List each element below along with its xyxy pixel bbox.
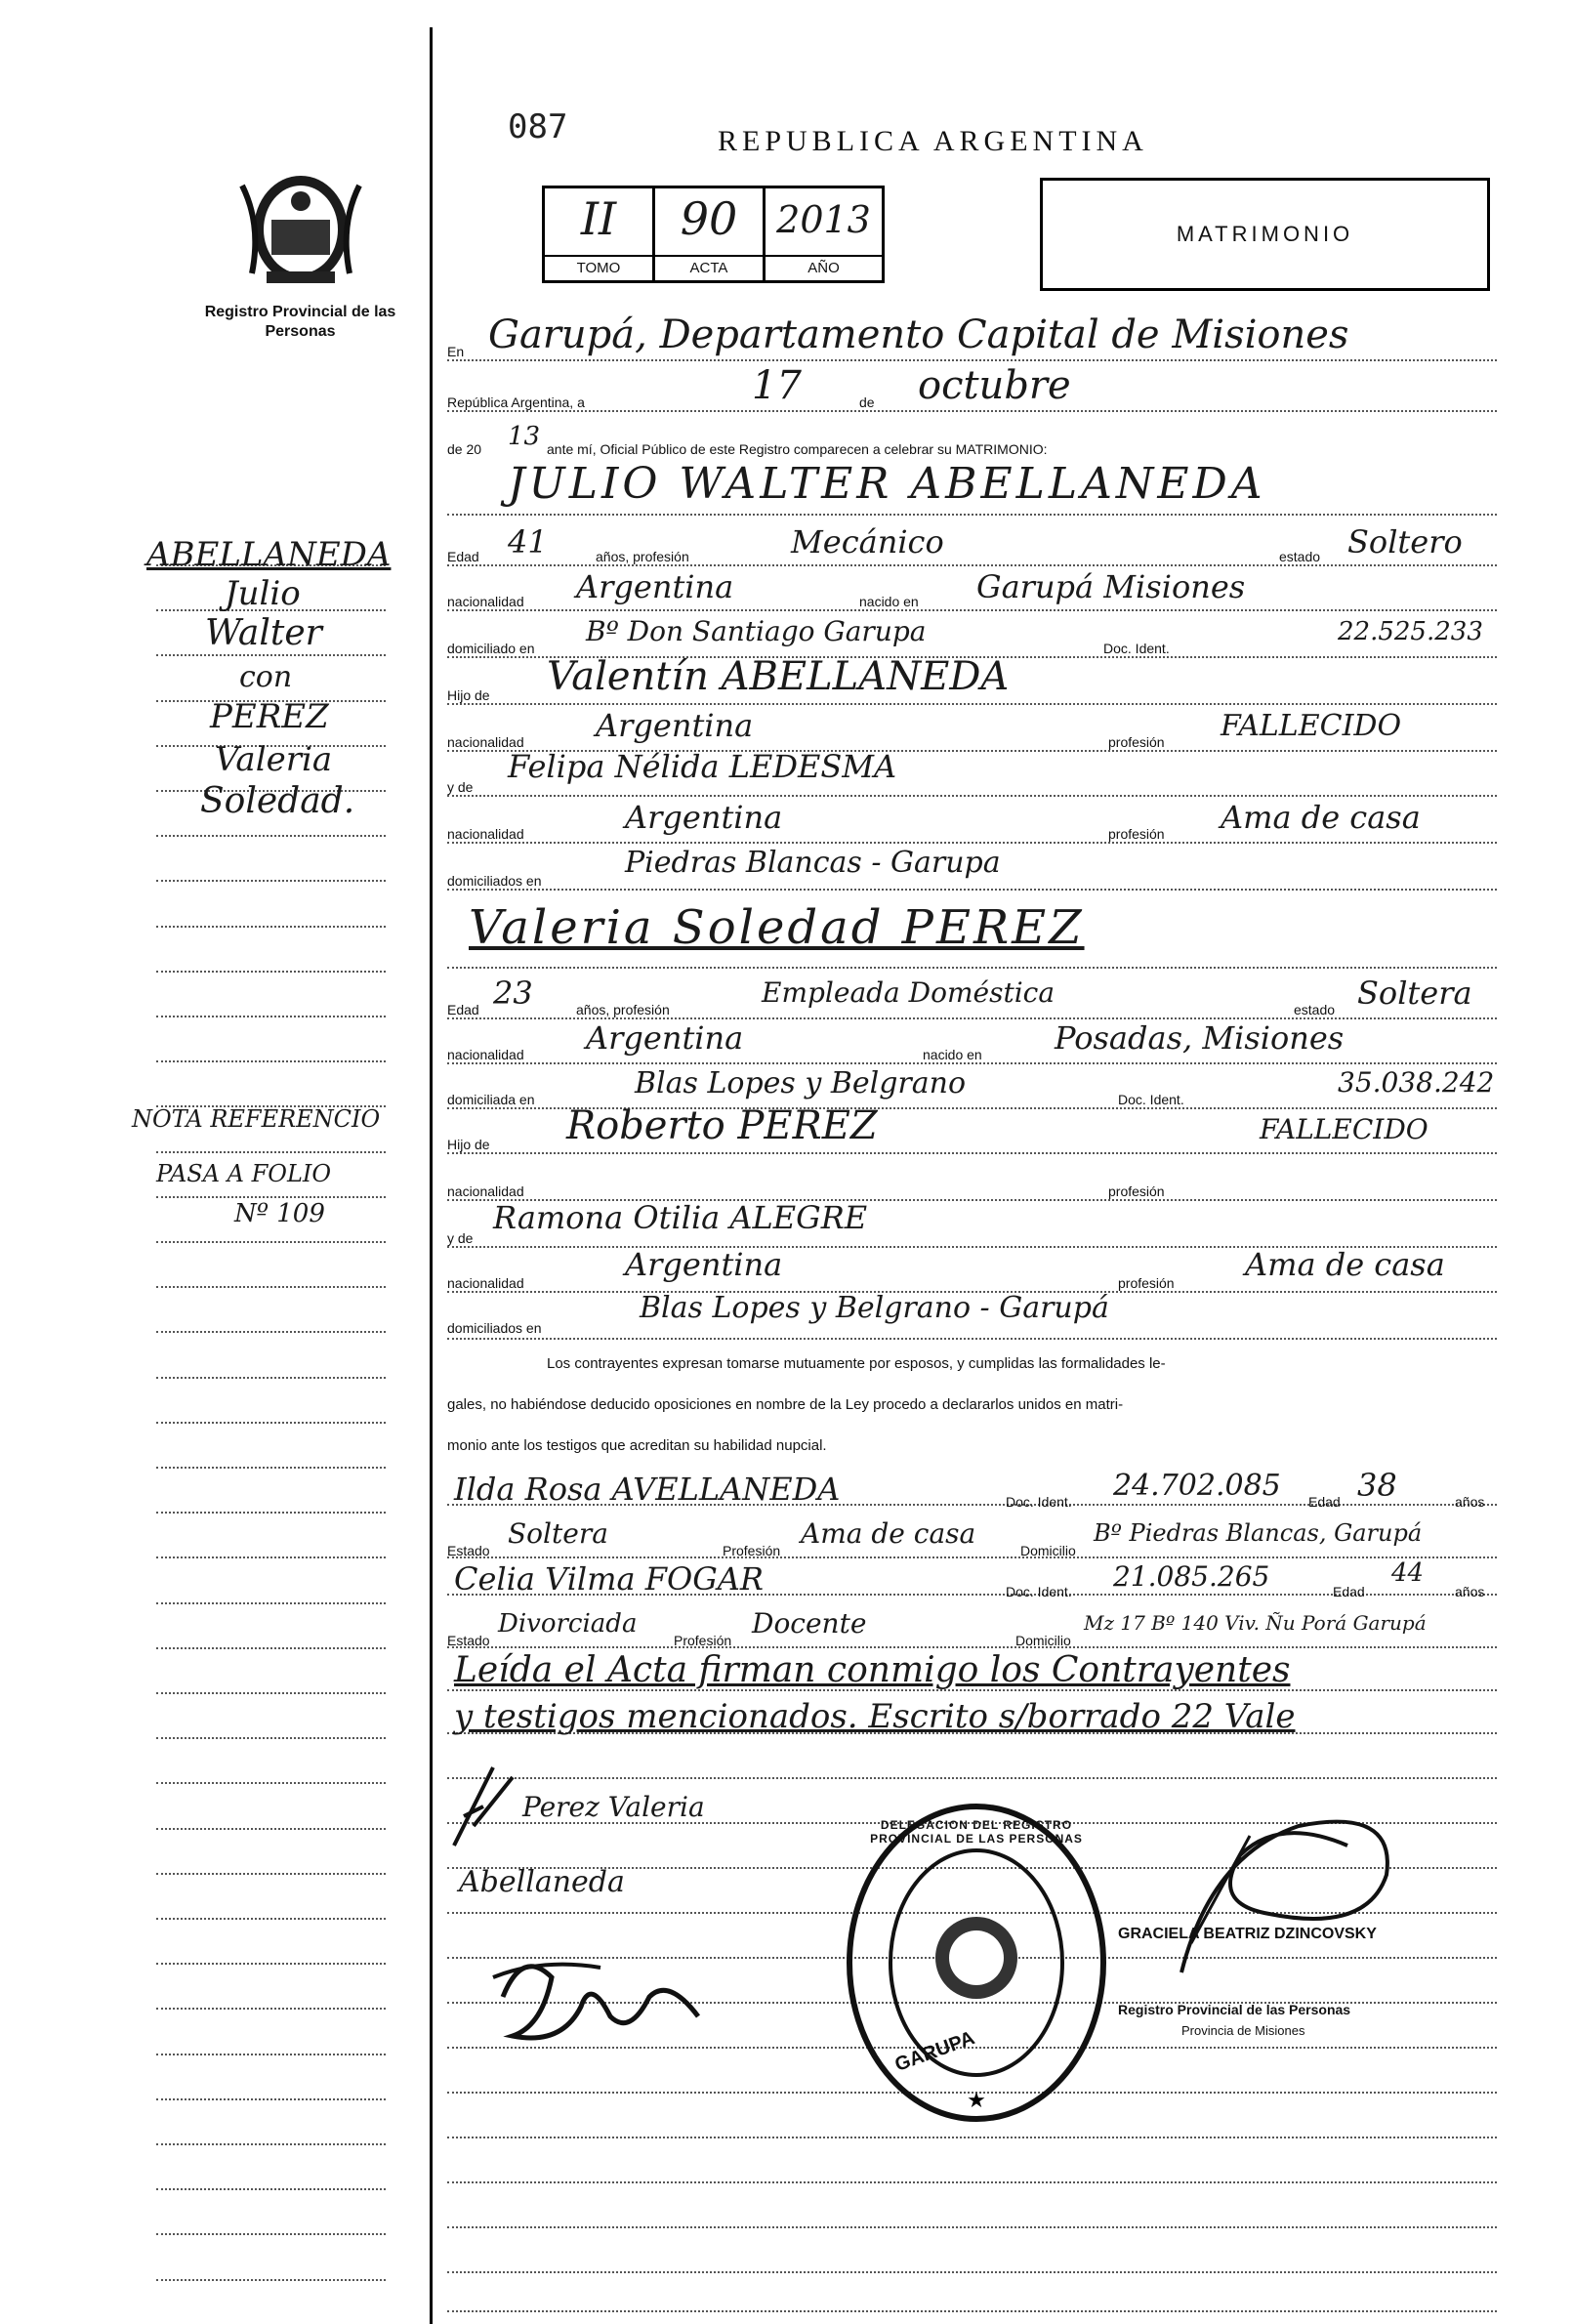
officer-signature: [1152, 1797, 1445, 1992]
margin-ruled-line: [156, 1377, 386, 1379]
body-ruled-line: [447, 1646, 1497, 1648]
bride-nationality: Argentina: [586, 1019, 744, 1057]
witness1-dom-label: Domicilio: [1020, 1543, 1076, 1558]
margin-note-3: Nº 109: [234, 1199, 325, 1228]
groom-mother-nationality: Argentina: [625, 799, 783, 836]
groom-mother: Felipa Nélida LEDESMA: [508, 748, 897, 785]
margin-ruled-line: [156, 1016, 386, 1017]
body-ruled-line: [447, 1152, 1497, 1154]
month-value: octubre: [918, 363, 1071, 408]
officer-province: Provincia de Misiones: [1181, 2023, 1305, 2038]
groom-father-nationality: Argentina: [596, 707, 754, 744]
body-ruled-line: [447, 410, 1497, 412]
tomo-acta-box: [542, 186, 885, 283]
margin-ruled-line: [156, 1647, 386, 1649]
bride-dom-label: domiciliada en: [447, 1092, 535, 1107]
folio-number: 087: [508, 107, 568, 146]
seal-text: DELEGACION DEL REGISTRO PROVINCIAL DE LAS PERSONAS: [870, 1818, 1083, 1846]
closing-line-1: Leída el Acta firman conmigo los Contrayentes: [454, 1650, 1291, 1690]
body-ruled-line: [447, 564, 1497, 566]
country-title: REPUBLICA ARGENTINA: [718, 125, 1148, 157]
bride-father-status: FALLECIDO: [1260, 1113, 1428, 1145]
margin-ruled-line: [156, 2008, 386, 2010]
body-ruled-line: [447, 359, 1497, 361]
margin-ruled-line: [156, 2098, 386, 2100]
bride-mother-profession: Ama de casa: [1245, 1246, 1445, 1283]
body-ruled-line: [447, 967, 1497, 969]
bride-parents-dom-label: domiciliados en: [447, 1320, 542, 1336]
tomo-value: II: [580, 192, 617, 245]
year-suffix: 13: [508, 422, 541, 451]
legal-text-1: Los contrayentes expresan tomarse mutuamente por esposos, y cumplidas las formalidades le-: [547, 1355, 1166, 1372]
body-ruled-line: [447, 1062, 1497, 1064]
witness1-address: Bº Piedras Blancas, Garupá: [1094, 1519, 1423, 1547]
witness2-estado-label: Estado: [447, 1633, 490, 1648]
witness1-profession: Ama de casa: [801, 1517, 976, 1550]
margin-ruled-line: [156, 2054, 386, 2055]
margin-ruled-line: [156, 1737, 386, 1739]
margin-surname-bride: PEREZ: [210, 697, 329, 736]
margin-con: con: [239, 660, 293, 694]
margin-ruled-line: [156, 1602, 386, 1604]
margin-ruled-line: [156, 1331, 386, 1333]
bride-doc-label: Doc. Ident.: [1118, 1092, 1184, 1107]
witness2-age: 44: [1391, 1558, 1425, 1588]
margin-ruled-line: [156, 1828, 386, 1830]
groom-doc-label: Doc. Ident.: [1103, 641, 1170, 656]
groom-nationality: Argentina: [576, 568, 734, 605]
body-ruled-line: [447, 514, 1497, 516]
svg-text:★: ★: [967, 2089, 986, 2113]
body-ruled-line: [447, 795, 1497, 797]
groom-father-prof-label: profesión: [1108, 734, 1165, 750]
body-ruled-line: [447, 609, 1497, 611]
bride-prof-label: años, profesión: [576, 1002, 670, 1017]
margin-ruled-line: [156, 654, 386, 656]
witness2-prof-label: Profesión: [674, 1633, 732, 1648]
seal-place: GARUPA: [891, 2027, 978, 2076]
margin-surname-groom: ABELLANEDA: [146, 535, 392, 574]
en-label: En: [447, 344, 465, 359]
witness2-doc-label: Doc. Ident.: [1006, 1584, 1072, 1599]
body-ruled-line: [447, 2137, 1497, 2138]
margin-ruled-line: [156, 1467, 386, 1469]
margin-ruled-line: [156, 1782, 386, 1784]
margin-ruled-line: [156, 971, 386, 973]
bride-profession: Empleada Doméstica: [762, 976, 1056, 1009]
groom-father-profession: FALLECIDO: [1221, 709, 1402, 743]
groom-father: Valentín ABELLANEDA: [547, 654, 1010, 699]
place-value: Garupá, Departamento Capital de Misiones: [488, 312, 1349, 357]
margin-ruled-line: [156, 1918, 386, 1920]
witness1-doc: 24.702.085: [1113, 1469, 1281, 1503]
witness2-doc: 21.085.265: [1113, 1560, 1270, 1593]
witness1-status: Soltera: [508, 1517, 608, 1550]
margin-ruled-line: [156, 1286, 386, 1288]
groom-profession: Mecánico: [791, 523, 944, 560]
bride-doc: 35.038.242: [1338, 1066, 1495, 1099]
tomo-cell: [545, 188, 655, 280]
de-label: de: [859, 394, 875, 410]
margin-name-5: Valeria: [215, 740, 333, 779]
groom-estado-label: estado: [1279, 549, 1321, 564]
body-ruled-line: [447, 842, 1497, 844]
groom-father-nac-label: nacionalidad: [447, 734, 524, 750]
groom-mother-nac-label: nacionalidad: [447, 826, 524, 842]
margin-ruled-line: [156, 1963, 386, 1965]
bride-mother-nationality: Argentina: [625, 1246, 783, 1283]
closing-line-2: y testigos mencionados. Escrito s/borrado 22 Vale: [454, 1697, 1296, 1736]
bride-father-label: Hijo de: [447, 1137, 490, 1152]
oficial-text: ante mí, Oficial Público de este Registro comparecen a celebrar su MATRIMONIO:: [547, 441, 1048, 457]
bride-mother: Ramona Otilia ALEGRE: [493, 1199, 868, 1236]
witness2-anios-label: años: [1455, 1584, 1485, 1599]
groom-mother-label: y de: [447, 779, 474, 795]
groom-edad-label: Edad: [447, 549, 479, 564]
body-ruled-line: [447, 1338, 1497, 1340]
witness1-estado-label: Estado: [447, 1543, 490, 1558]
bride-mother-prof-label: profesión: [1118, 1275, 1175, 1291]
margin-ruled-line: [156, 880, 386, 882]
year-label: de 20: [447, 441, 482, 457]
bride-nacido-label: nacido en: [923, 1047, 982, 1062]
margin-note-2: PASA A FOLIO: [156, 1160, 332, 1187]
groom-birthplace: Garupá Misiones: [976, 568, 1246, 605]
margin-ruled-line: [156, 926, 386, 928]
document-type-box: [1040, 178, 1490, 291]
margin-ruled-line: [156, 1241, 386, 1243]
groom-mother-profession: Ama de casa: [1221, 799, 1421, 836]
witness1-prof-label: Profesión: [723, 1543, 781, 1558]
bride-mother-nac-label: nacionalidad: [447, 1275, 524, 1291]
legal-text-3: monio ante los testigos que acreditan su habilidad nupcial.: [447, 1437, 827, 1454]
margin-ruled-line: [156, 1151, 386, 1153]
acta-label: ACTA: [655, 255, 763, 280]
anio-cell: [766, 188, 882, 280]
witness1-name: Ilda Rosa AVELLANEDA: [454, 1471, 841, 1508]
witness1-age: 38: [1357, 1467, 1397, 1504]
bride-birthplace: Posadas, Misiones: [1055, 1019, 1345, 1057]
witness1-edad-label: Edad: [1308, 1494, 1341, 1510]
anio-value: 2013: [776, 198, 871, 241]
margin-name-6: Soledad.: [200, 781, 355, 821]
body-ruled-line: [447, 703, 1497, 705]
bride-parents-address: Blas Lopes y Belgrano - Garupá: [640, 1291, 1109, 1325]
bride-name: Valeria Soledad PEREZ: [469, 900, 1085, 955]
groom-address: Bº Don Santiago Garupa: [586, 615, 927, 647]
margin-ruled-line: [156, 1692, 386, 1694]
margin-name-2: Walter: [205, 613, 322, 653]
coat-of-arms-logo: [223, 166, 379, 293]
margin-ruled-line: [156, 2279, 386, 2281]
body-ruled-line: [447, 2181, 1497, 2183]
witness2-status: Divorciada: [498, 1609, 638, 1639]
acta-cell: [655, 188, 766, 280]
groom-dom-label: domiciliado en: [447, 641, 535, 656]
vertical-divider: [430, 27, 433, 2324]
margin-note-1: NOTA REFERENCIO: [132, 1105, 381, 1133]
officer-title: Registro Provincial de las Personas: [1118, 2002, 1351, 2017]
official-seal: [840, 1797, 1113, 2129]
groom-parents-address: Piedras Blancas - Garupa: [625, 846, 1001, 880]
margin-ruled-line: [156, 1556, 386, 1558]
witness2-edad-label: Edad: [1333, 1584, 1365, 1599]
signature-mark-1: [444, 1758, 522, 1855]
witness2-dom-label: Domicilio: [1015, 1633, 1071, 1648]
bride-father-prof-label: profesión: [1108, 1183, 1165, 1199]
body-ruled-line: [447, 1777, 1497, 1779]
signature-bride: Perez Valeria: [522, 1791, 705, 1823]
margin-ruled-line: [156, 1512, 386, 1514]
acta-value: 90: [680, 192, 738, 245]
margin-ruled-line: [156, 1196, 386, 1198]
groom-nacido-label: nacido en: [859, 594, 919, 609]
margin-ruled-line: [156, 835, 386, 837]
witness1-anios-label: años: [1455, 1494, 1485, 1510]
day-value: 17: [752, 363, 802, 408]
groom-mother-prof-label: profesión: [1108, 826, 1165, 842]
witness2-profession: Docente: [752, 1607, 867, 1639]
body-ruled-line: [447, 889, 1497, 891]
margin-ruled-line: [156, 1422, 386, 1424]
groom-nac-label: nacionalidad: [447, 594, 524, 609]
groom-age: 41: [508, 523, 548, 560]
body-ruled-line: [447, 2226, 1497, 2228]
groom-prof-label: años, profesión: [596, 549, 689, 564]
body-ruled-line: [447, 1556, 1497, 1558]
margin-ruled-line: [156, 2233, 386, 2235]
margin-name-1: Julio: [225, 574, 301, 613]
bride-edad-label: Edad: [447, 1002, 479, 1017]
groom-status: Soltero: [1347, 523, 1463, 560]
republica-label: República Argentina, a: [447, 394, 585, 410]
bride-status: Soltera: [1357, 975, 1472, 1012]
witness1-doc-label: Doc. Ident.: [1006, 1494, 1072, 1510]
bride-address: Blas Lopes y Belgrano: [635, 1066, 967, 1100]
bride-father-nac-label: nacionalidad: [447, 1183, 524, 1199]
groom-doc: 22.525.233: [1338, 617, 1483, 646]
groom-parents-dom-label: domiciliados en: [447, 873, 542, 889]
body-ruled-line: [447, 2271, 1497, 2273]
tomo-label: TOMO: [545, 255, 652, 280]
bride-age: 23: [493, 975, 533, 1012]
officer-name: GRACIELA BEATRIZ DZINCOVSKY: [1118, 1926, 1377, 1942]
bride-estado-label: estado: [1294, 1002, 1336, 1017]
witness2-address: Mz 17 Bº 140 Viv. Ñu Porá Garupá: [1084, 1611, 1427, 1635]
anio-label: AÑO: [766, 255, 882, 280]
legal-text-2: gales, no habiéndose deducido oposiciones en nombre de la Ley procedo a declararlos unidos en matri-: [447, 1396, 1124, 1413]
bride-nac-label: nacionalidad: [447, 1047, 524, 1062]
signature-groom: Abellaneda: [459, 1865, 625, 1899]
signature-witness-scribble: [483, 1938, 718, 2055]
body-ruled-line: [447, 2310, 1497, 2312]
margin-ruled-line: [156, 1873, 386, 1875]
registry-label: Registro Provincial de las Personas: [204, 304, 396, 340]
document-type: MATRIMONIO: [1176, 222, 1354, 246]
bride-father: Roberto PEREZ: [566, 1103, 878, 1148]
groom-name: JULIO WALTER ABELLANEDA: [508, 459, 1266, 509]
margin-ruled-line: [156, 2143, 386, 2145]
margin-ruled-line: [156, 1060, 386, 1062]
bride-mother-label: y de: [447, 1230, 474, 1246]
margin-ruled-line: [156, 2188, 386, 2190]
groom-father-label: Hijo de: [447, 687, 490, 703]
witness2-name: Celia Vilma FOGAR: [454, 1560, 764, 1598]
